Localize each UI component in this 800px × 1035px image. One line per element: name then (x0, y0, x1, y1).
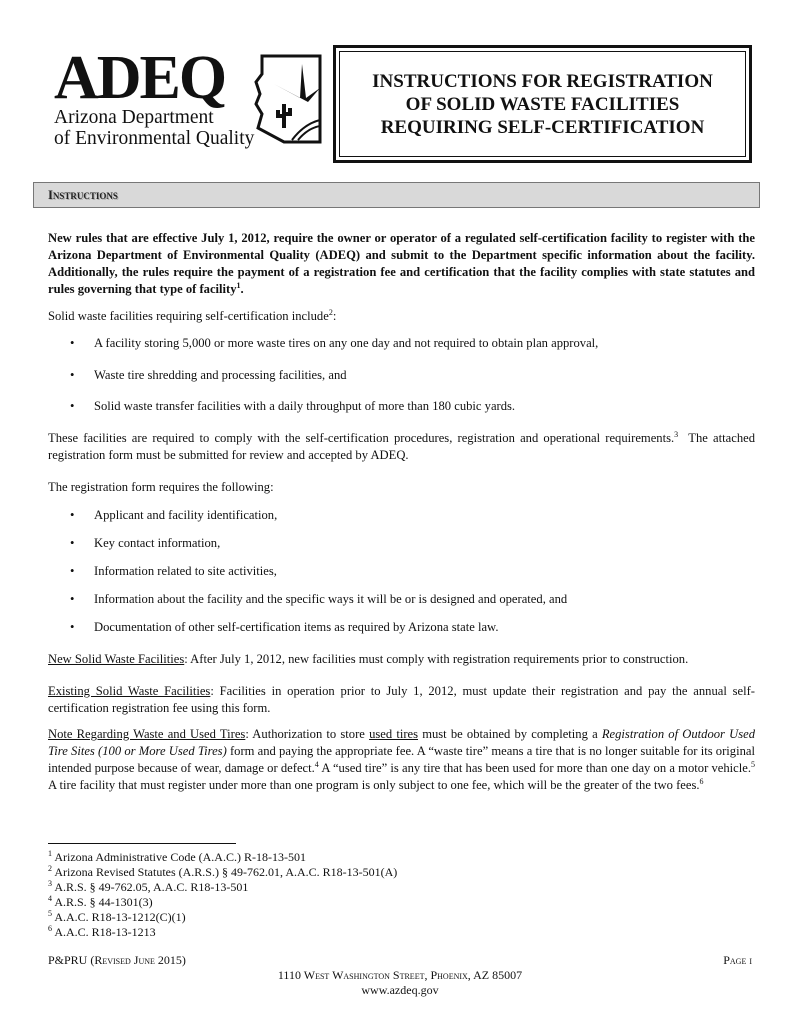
footnote-number: 5 (48, 909, 52, 918)
compliance-text: These facilities are required to comply with the self-certification procedures, registration and operational requirements. (48, 431, 675, 445)
bullet-icon: • (70, 620, 75, 634)
footnote-text: Arizona Administrative Code (A.A.C.) R-18-13-501 (52, 850, 306, 864)
facilities-intro-end: : (332, 309, 337, 323)
existing-facilities-paragraph (48, 683, 755, 717)
form-intro: The registration form requires the following: (48, 480, 274, 494)
footnote (48, 925, 397, 940)
footnote-number: 3 (48, 879, 52, 888)
text: A “used tire” is any tire that has been used for more than one day on a motor vehicle. (318, 761, 751, 775)
logo-line2: of Environmental Quality (54, 128, 255, 149)
list-item-text: Documentation of other self-certification items as required by Arizona state law. (94, 620, 499, 634)
footnote-number: 4 (48, 894, 52, 903)
new-facilities-label: New Solid Waste Facilities (48, 652, 185, 666)
footer-website-link[interactable]: www.azdeq.gov (361, 983, 439, 997)
list-item-text: Applicant and facility identification, (94, 508, 278, 522)
footnote (48, 850, 397, 865)
footnote-text: A.R.S. § 44-1301(3) (52, 895, 153, 909)
page-number: Page i (723, 953, 752, 967)
footnote-text: A.R.S. § 49-762.05, A.A.C. R18-13-501 (52, 880, 249, 894)
footnote-ref: 4 (314, 759, 319, 769)
footnote-text: A.A.C. R18-13-1213 (52, 925, 156, 939)
logo-line1: Arizona Department (54, 107, 214, 128)
footnote-ref: 5 (751, 759, 755, 769)
footnote-ref: 2 (328, 307, 333, 317)
tires-note-label: Note Regarding Waste and Used Tires (48, 727, 246, 741)
list-item-text: Information about the facility and the specific ways it will be or is designed and operated, and (94, 592, 568, 606)
document-title-box (333, 45, 752, 163)
title-line: OF SOLID WASTE FACILITIES (405, 93, 680, 115)
text: A tire facility that must register under more than one program is only subject to one fee, which will be the greater of the two fees. (48, 778, 700, 792)
bullet-icon: • (70, 508, 75, 522)
list-item-text: A facility storing 5,000 or more waste tires on any one day and not required to obtain plan approval, (94, 336, 599, 350)
text: used tires (369, 727, 419, 741)
adeq-logo (52, 44, 327, 150)
form-name: Registration of Outdoor Used Tire Sites (100 or More Used Tires) (48, 727, 755, 758)
list-item-text: Key contact information, (94, 536, 221, 550)
arizona-map-icon (254, 54, 324, 146)
existing-facilities-label: Existing Solid Waste Facilities (48, 684, 211, 698)
bullet-icon: • (70, 368, 75, 382)
list-item-text: Information related to site activities, (94, 564, 277, 578)
footnote (48, 865, 397, 880)
section-heading: Instructions (48, 188, 118, 202)
footnote-number: 2 (48, 864, 52, 873)
intro-paragraph (48, 230, 755, 298)
bullet-icon: • (70, 536, 75, 550)
bullet-icon: • (70, 564, 75, 578)
footnote-number: 1 (48, 849, 52, 858)
logo-acronym: ADEQ (54, 44, 226, 112)
title-line: INSTRUCTIONS FOR REGISTRATION (372, 70, 713, 92)
bullet-icon: • (70, 399, 75, 413)
intro-text: New rules that are effective July 1, 2012, require the owner or operator of a regulated self-certification facility to register with the Arizona Department of Environmental Quality (ADEQ) and submit to the Department specific information about the facility. Additionally, the rules require the payment of a registration fee and certification that the facility complies with state statutes and rules governing that type of facility (48, 231, 755, 296)
compliance-paragraph (48, 429, 759, 464)
title-line: REQUIRING SELF-CERTIFICATION (380, 116, 705, 138)
footnote-ref: 3 (674, 429, 679, 439)
footnote-divider (48, 843, 236, 844)
footnote-text: Arizona Revised Statutes (A.R.S.) § 49-762.01, A.A.C. R18-13-501(A) (52, 865, 398, 879)
bullet-icon: • (70, 336, 75, 350)
footnote-ref: 1 (236, 280, 241, 290)
facilities-intro-text: Solid waste facilities requiring self-certification include (48, 309, 329, 323)
tires-note-paragraph (48, 726, 755, 794)
new-facilities-paragraph (48, 651, 755, 668)
facilities-intro (48, 308, 755, 325)
footnote (48, 880, 397, 895)
footnote-text: A.A.C. R18-13-1212(C)(1) (52, 910, 186, 924)
footnote-number: 6 (48, 924, 52, 933)
section-heading-bar (33, 182, 760, 208)
intro-end: . (240, 282, 244, 296)
text: : Authorization to store (245, 727, 370, 741)
text: must be obtained by completing a (418, 727, 602, 741)
text: form and paying the appropriate fee. A “waste tire” means a tire that is no longer suitable for its original intended purpose because of wear, damage or defect. (48, 744, 755, 775)
footer-address: 1110 West Washington Street, Phoenix, AZ 85007 (277, 968, 523, 982)
new-facilities-text: : After July 1, 2012, new facilities must comply with registration requirements prior to construction. (184, 652, 689, 666)
bullet-icon: • (70, 592, 75, 606)
compliance-text: The attached registration form must be submitted for review and accepted by ADEQ. (48, 431, 759, 462)
footnote-ref: 6 (699, 776, 704, 786)
footnotes (48, 850, 397, 940)
existing-facilities-text: : Facilities in operation prior to July 1, 2012, must update their registration and pay the annual self-certification registration fee using this form. (48, 684, 755, 715)
footnote (48, 895, 397, 910)
footnote (48, 910, 397, 925)
list-item-text: Waste tire shredding and processing facilities, and (94, 368, 347, 382)
list-item-text: Solid waste transfer facilities with a daily throughput of more than 180 cubic yards. (94, 399, 516, 413)
footer-revision: P&PRU (Revised June 2015) (48, 953, 186, 967)
